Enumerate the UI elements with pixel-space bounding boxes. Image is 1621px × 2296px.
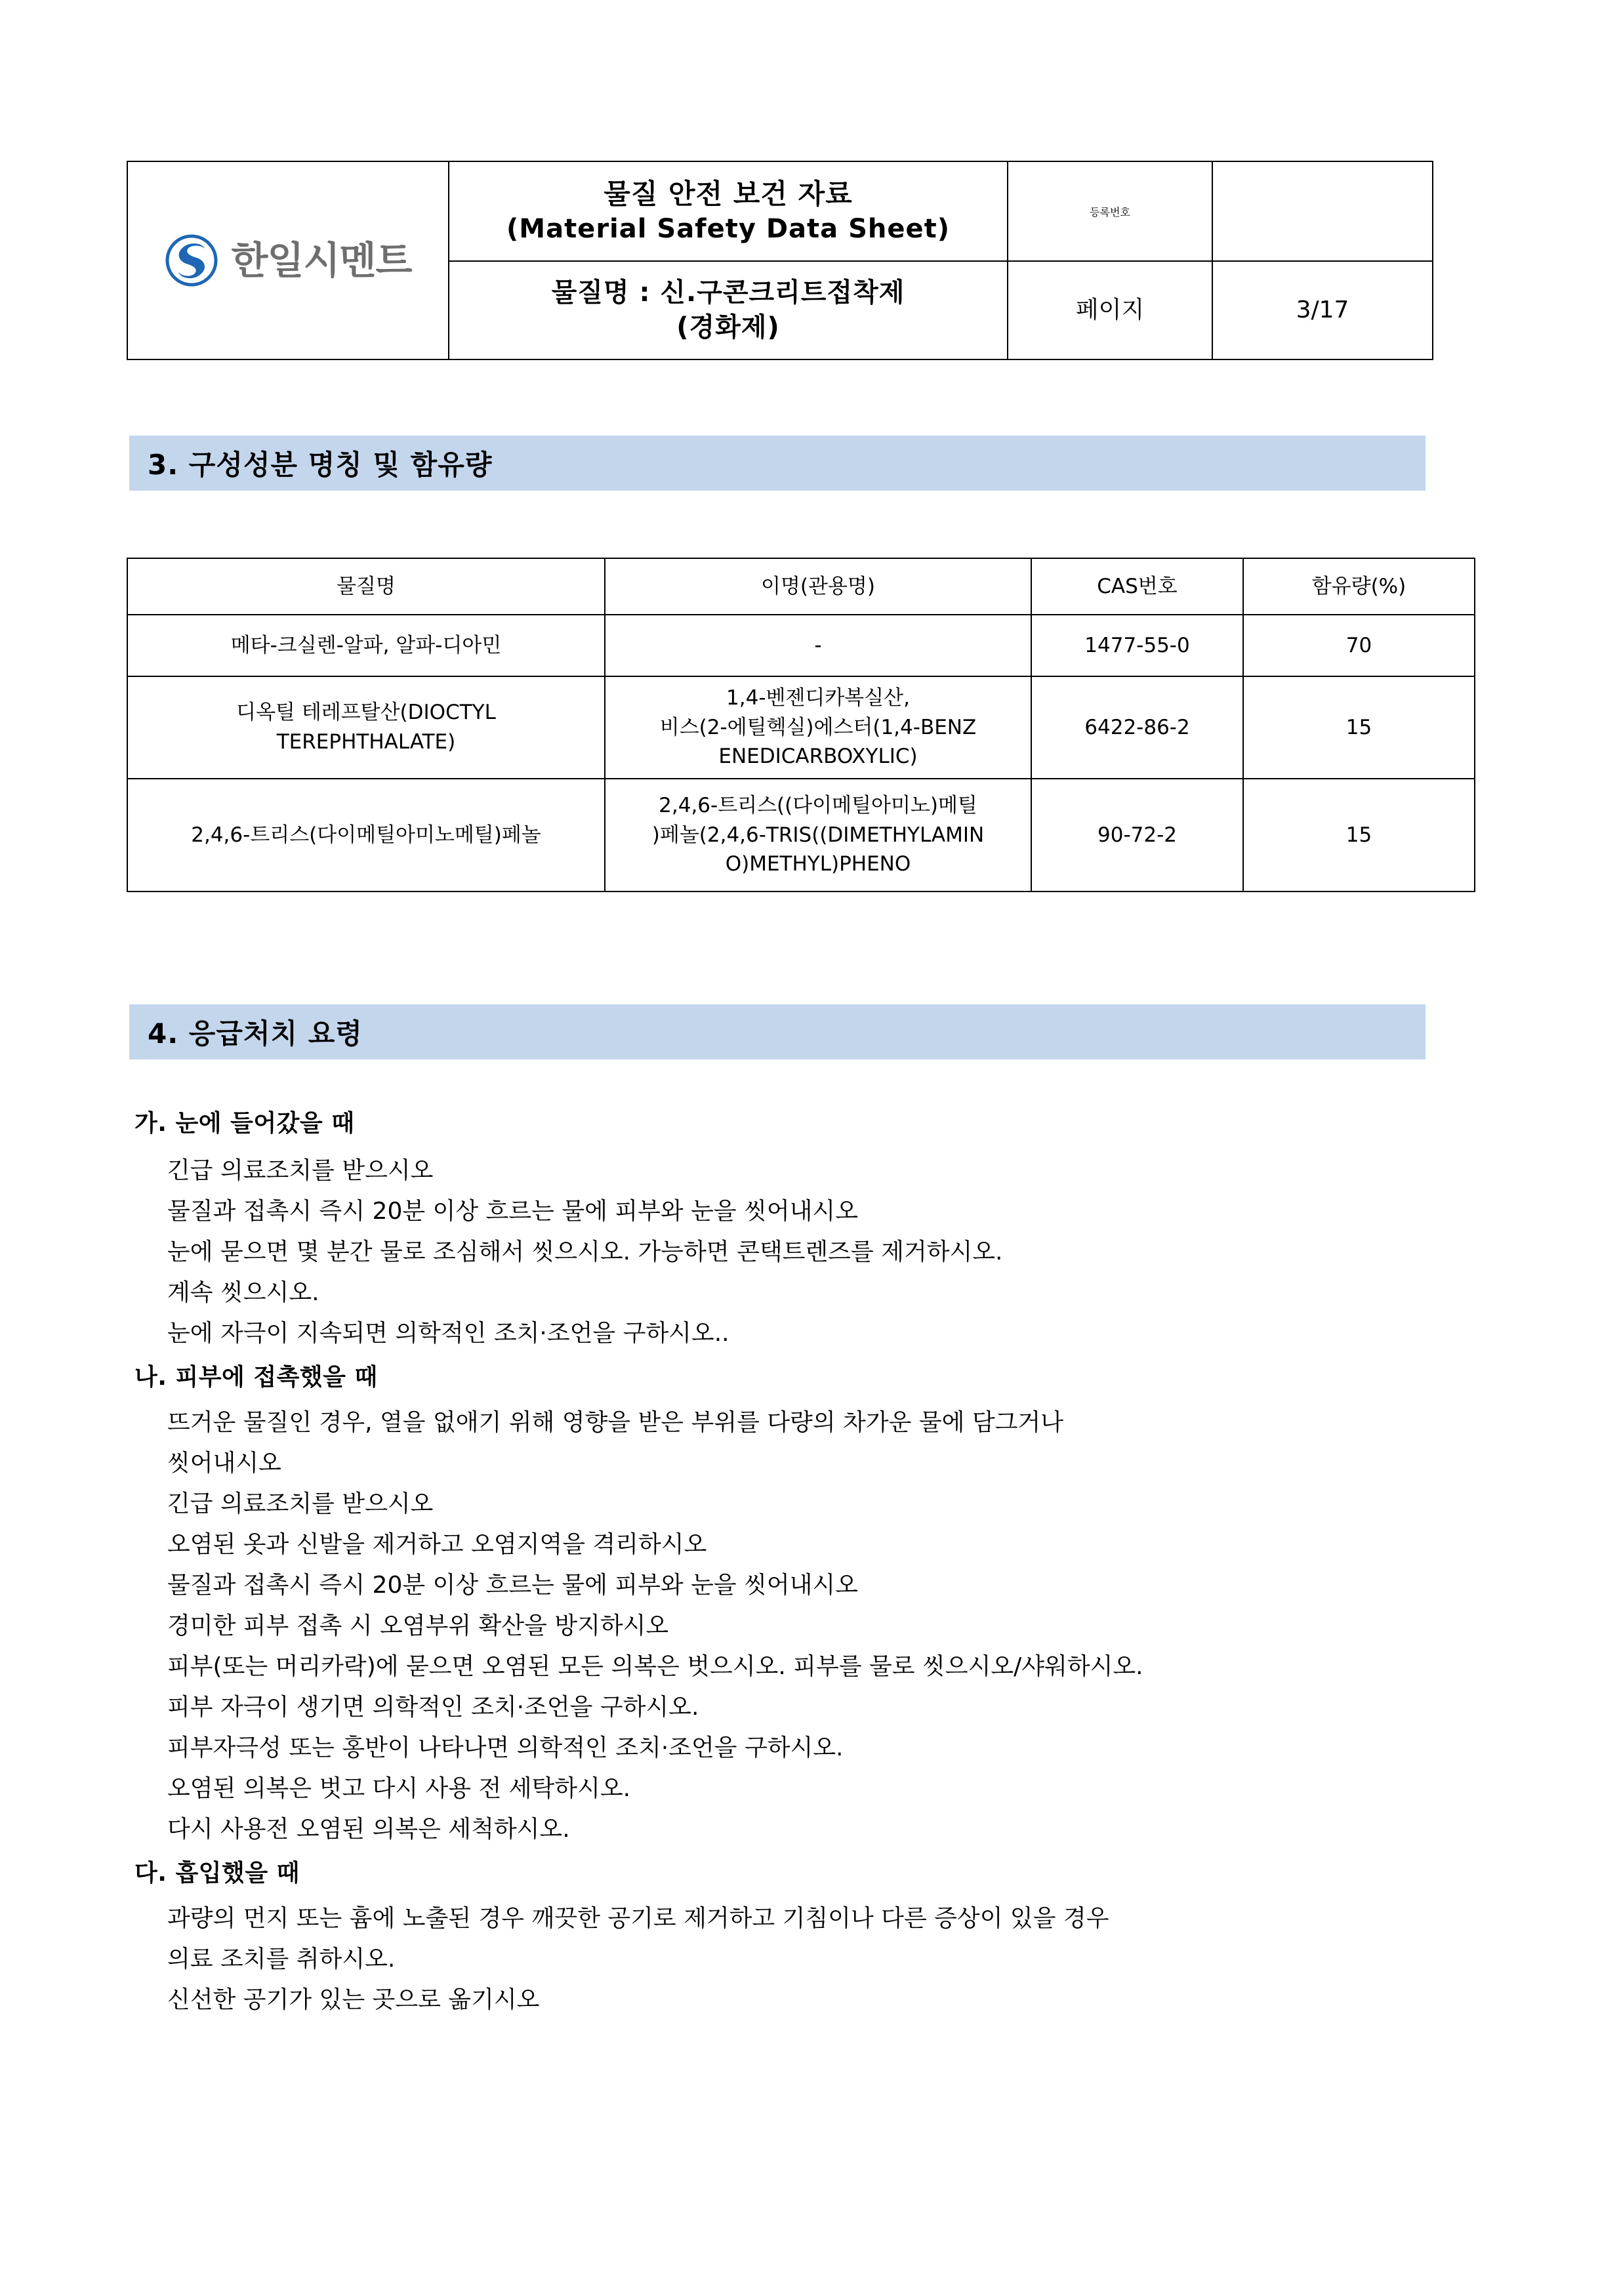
cell-cas-number: 1477-55-0 [1031, 615, 1243, 676]
body-line: 피부(또는 머리카락)에 묻으면 오염된 모든 의복은 벗으시오. 피부를 물로 씻으시오/샤워하시오. [167, 1653, 1143, 1680]
cell-content-percent: 70 [1243, 615, 1475, 676]
cell-substance-name: 메타-크실렌-알파, 알파-디아민 [127, 615, 605, 676]
body-line: 과량의 먼지 또는 흄에 노출된 경우 깨끗한 공기로 제거하고 기침이나 다른 증상이 있을 경우 [167, 1905, 1109, 1932]
page-value: 3/17 [1212, 261, 1433, 359]
body-line: 눈에 묻으면 몇 분간 물로 조심해서 씻으시오. 가능하면 콘택트렌즈를 제거하시오. [167, 1239, 1003, 1265]
cell-content-percent: 15 [1243, 779, 1475, 892]
page-label: 페이지 [1008, 261, 1212, 359]
body-line: 물질과 접촉시 즉시 20분 이상 흐르는 물에 피부와 눈을 씻어내시오 [167, 1198, 858, 1225]
body-line: 오염된 옷과 신발을 제거하고 오염지역을 격리하시오 [167, 1531, 707, 1558]
col-header-cas-number: CAS번호 [1031, 558, 1243, 615]
body-line: 의료 조치를 취하시오. [167, 1946, 396, 1973]
document-header-table [127, 161, 1433, 360]
composition-table-header-row [127, 558, 1475, 615]
body-line: 씻어내시오 [167, 1450, 281, 1477]
company-logo-text: 한일시멘트 [231, 238, 412, 283]
cell-alias [605, 779, 1031, 892]
composition-table [127, 558, 1475, 892]
body-line: 경미한 피부 접촉 시 오염부위 확산을 방지하시오 [167, 1612, 669, 1639]
body-line: 긴급 의료조치를 받으시오 [167, 1157, 434, 1184]
cell-line: )페놀(2,4,6-TRIS((DIMETHYLAMIN [651, 823, 985, 847]
registration-number-label: 등록번호 [1008, 161, 1212, 261]
cell-substance-name [127, 676, 605, 779]
hanil-cement-s-logo-icon [164, 233, 219, 288]
document-title-english: (Material Safety Data Sheet) [506, 214, 951, 245]
document-title-korean: 물질 안전 보건 자료 [604, 177, 853, 210]
cell-line: 비스(2-에틸헥실)에스터(1,4-BENZ [659, 715, 977, 739]
cell-substance-name: 2,4,6-트리스(다이메틸아미노메틸)페놀 [127, 779, 605, 892]
cell-cas-number: 90-72-2 [1031, 779, 1243, 892]
body-line: 피부자극성 또는 홍반이 나타나면 의학적인 조치·조언을 구하시오. [167, 1734, 844, 1761]
subsection-title-skin-contact: 나. 피부에 접촉했을 때 [134, 1364, 378, 1391]
body-line: 뜨거운 물질인 경우, 열을 없애기 위해 영향을 받은 부위를 다량의 차가운 물에 담그거나 [167, 1409, 1063, 1436]
body-line: 오염된 의복은 벗고 다시 사용 전 세탁하시오. [167, 1775, 631, 1802]
table-row [127, 676, 1475, 779]
section-heading-3 [129, 436, 1426, 491]
cell-line: ENEDICARBOXYLIC) [718, 745, 918, 769]
cell-line: 디옥틸 테레프탈산(DIOCTYL [236, 701, 496, 725]
body-line: 다시 사용전 오염된 의복은 세척하시오. [167, 1816, 570, 1843]
section-heading-4-label: 4. 응급처치 요령 [148, 1017, 363, 1050]
table-row [127, 615, 1475, 676]
registration-number-value [1212, 161, 1433, 261]
section-heading-3-label: 3. 구성성분 명칭 및 함유량 [148, 449, 493, 481]
cell-line: 2,4,6-트리스((다이메틸아미노)메틸 [659, 793, 977, 817]
body-line: 긴급 의료조치를 받으시오 [167, 1490, 434, 1517]
cell-alias [605, 676, 1031, 779]
col-header-content-percent: 함유량(%) [1243, 558, 1475, 615]
cell-content-percent: 15 [1243, 676, 1475, 779]
col-header-alias: 이명(관용명) [605, 558, 1031, 615]
substance-name-line1: 물질명 : 신.구콘크리트접착제 [551, 277, 905, 308]
col-header-substance-name: 물질명 [127, 558, 605, 615]
subsection-title-eye-contact: 가. 눈에 들어갔을 때 [134, 1110, 355, 1137]
table-row [127, 779, 1475, 892]
substance-name-cell [449, 261, 1008, 359]
body-line: 물질과 접촉시 즉시 20분 이상 흐르는 물에 피부와 눈을 씻어내시오 [167, 1572, 858, 1599]
body-line: 피부 자극이 생기면 의학적인 조치·조언을 구하시오. [167, 1694, 699, 1721]
header-row-top [127, 161, 1433, 261]
body-line: 눈에 자극이 지속되면 의학적인 조치·조언을 구하시오.. [167, 1320, 729, 1347]
substance-name-line2: (경화제) [676, 312, 780, 342]
section-heading-4 [129, 1004, 1426, 1059]
document-title-cell [449, 161, 1008, 261]
cell-line: 1,4-벤젠디카복실산, [726, 686, 910, 710]
body-line: 신선한 공기가 있는 곳으로 옮기시오 [167, 1986, 540, 2013]
company-logo-cell [127, 161, 449, 359]
cell-line: O)METHYL)PHENO [725, 852, 911, 876]
cell-alias: - [605, 615, 1031, 676]
cell-line: TEREPHTHALATE) [276, 730, 456, 754]
subsection-title-inhalation: 다. 흡입했을 때 [134, 1860, 300, 1887]
body-line: 계속 씻으시오. [167, 1279, 319, 1306]
cell-cas-number: 6422-86-2 [1031, 676, 1243, 779]
